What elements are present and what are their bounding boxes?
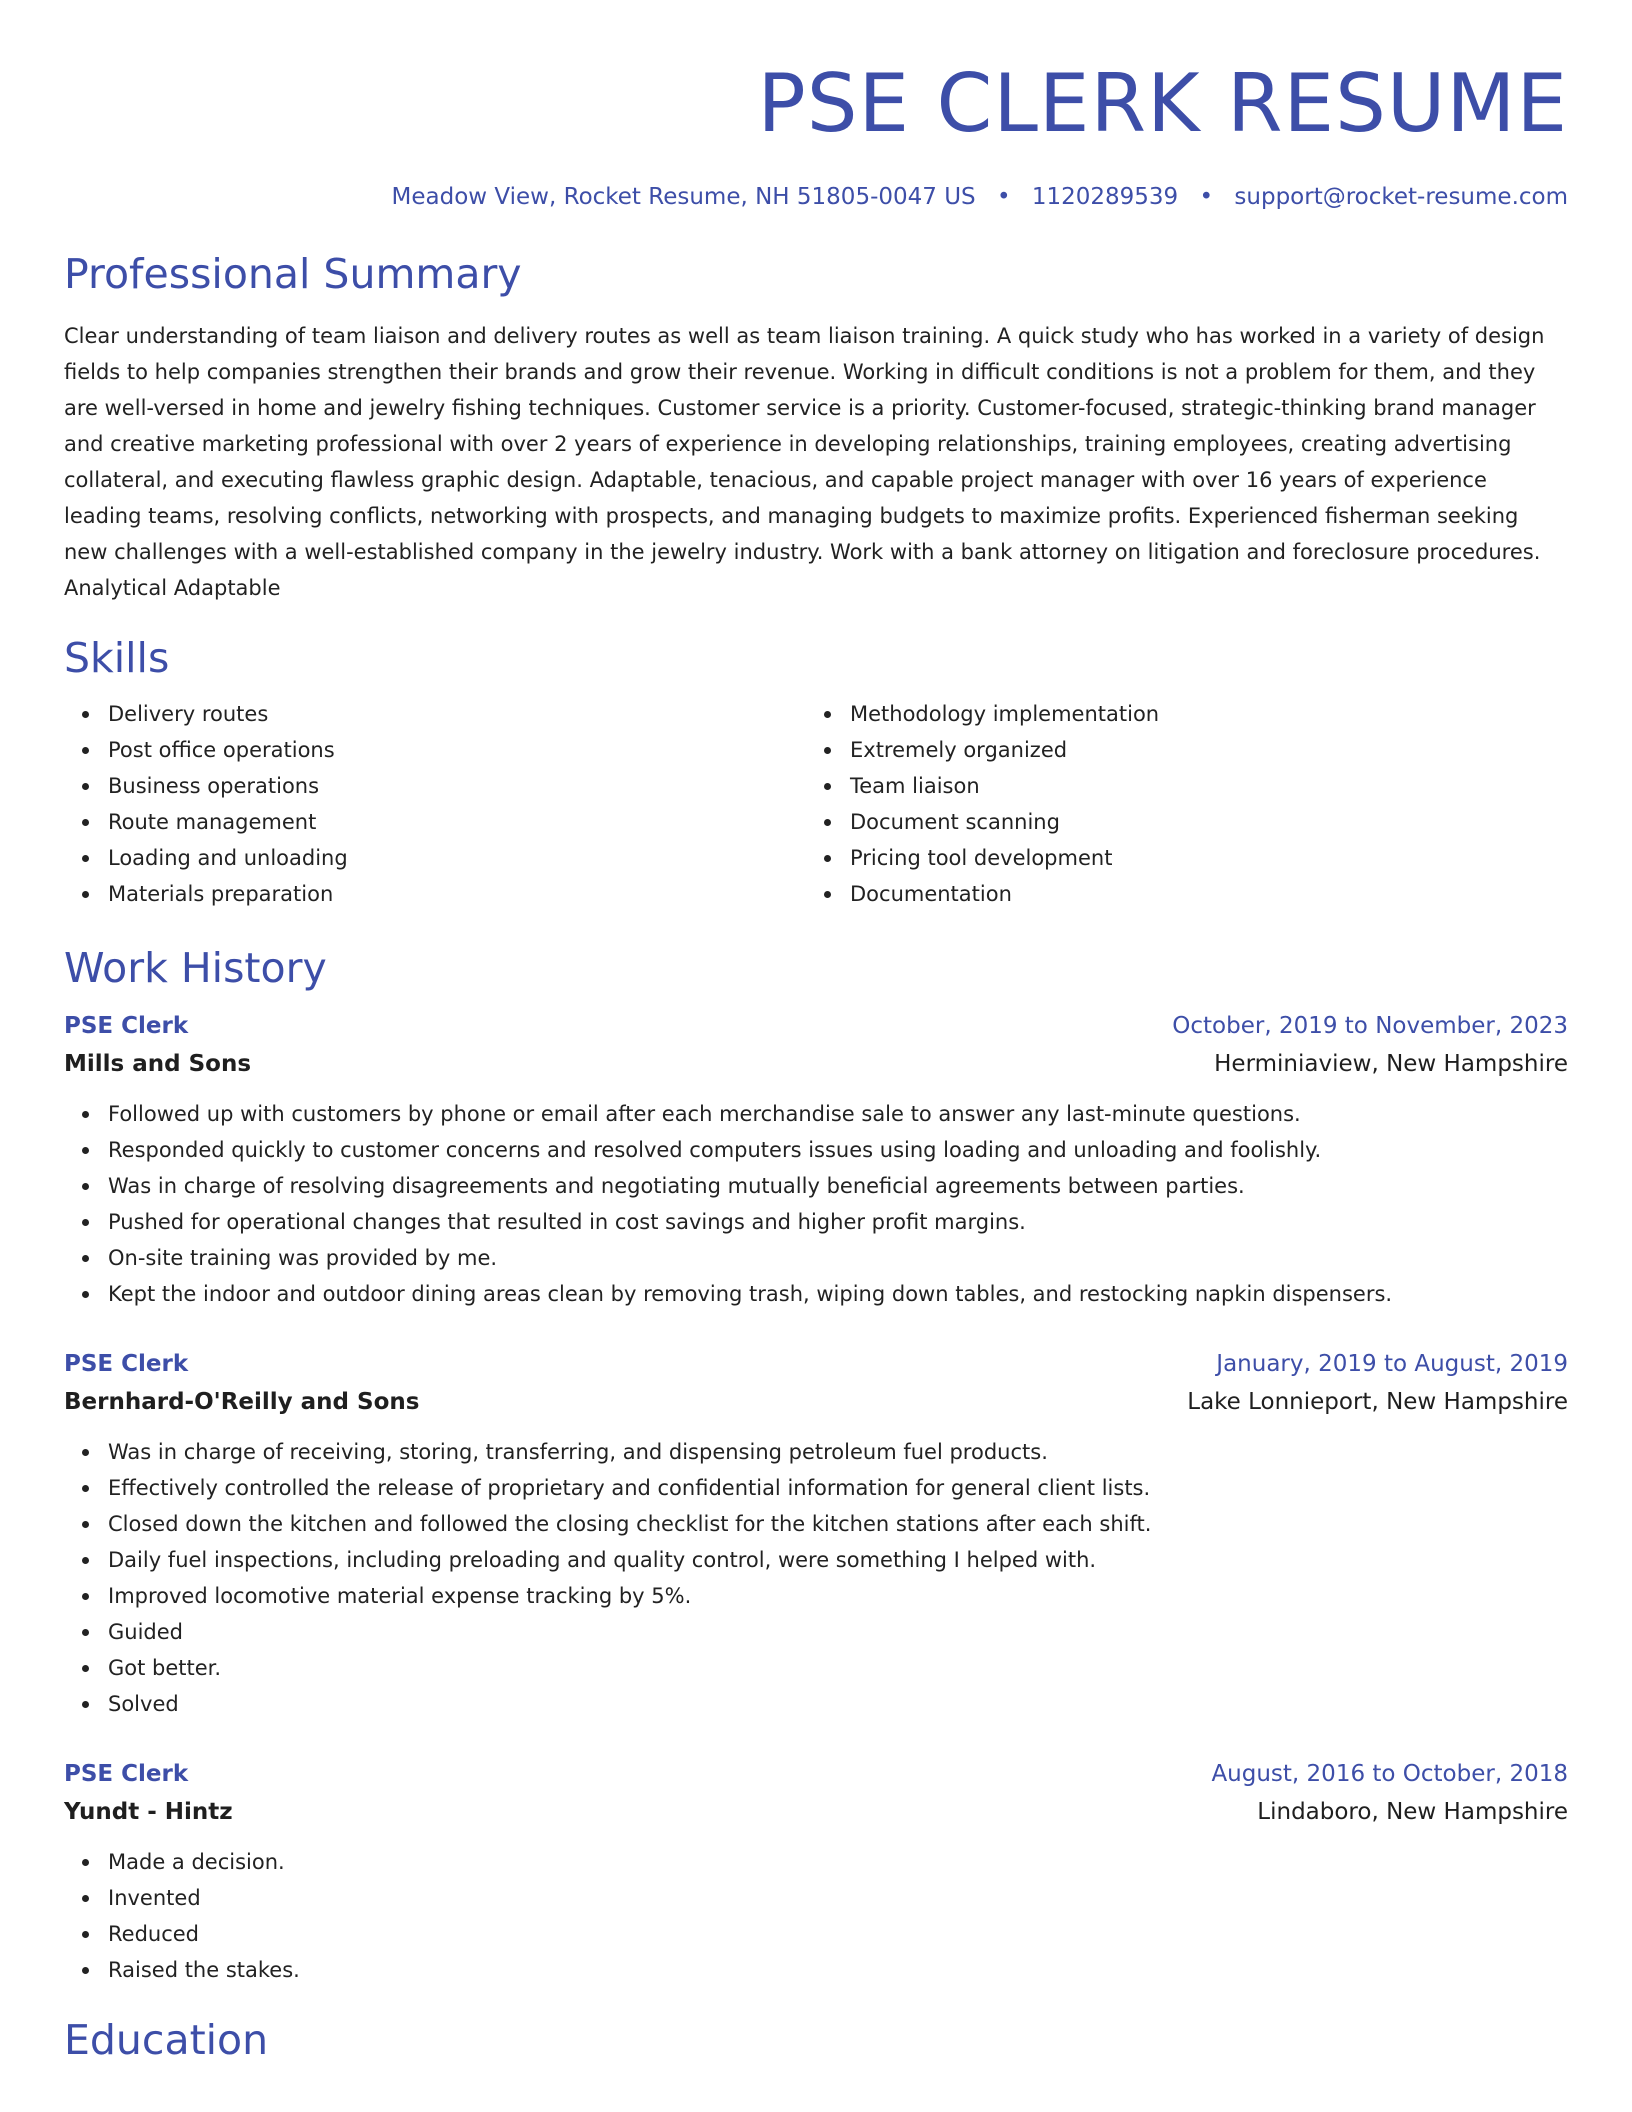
job-dates: October, 2019 to November, 2023 — [1172, 1013, 1568, 1039]
job-header-row — [64, 1346, 1568, 1382]
job-bullet: Made a decision. — [108, 1844, 1568, 1880]
job-company-row — [64, 1044, 1568, 1084]
job-entry — [64, 1346, 1568, 1722]
skill-item: Documentation — [850, 876, 1548, 912]
skills-grid — [64, 696, 1568, 912]
job-title: PSE Clerk — [64, 1351, 189, 1377]
job-bullet: Closed down the kitchen and followed the closing checklist for the kitchen stations after each shift. — [108, 1506, 1568, 1542]
job-bullets — [64, 1096, 1568, 1312]
skill-item: Materials preparation — [108, 876, 806, 912]
skill-item: Extremely organized — [850, 732, 1548, 768]
resume-header — [64, 0, 1568, 212]
resume-page — [64, 0, 1568, 2066]
job-bullets — [64, 1844, 1568, 1988]
skills-heading: Skills — [64, 634, 170, 682]
job-header-row — [64, 1756, 1568, 1792]
job-bullet: Daily fuel inspections, including preloading and quality control, were something I helped with. — [108, 1542, 1568, 1578]
job-location: Herminiaview, New Hampshire — [1214, 1051, 1568, 1077]
job-bullet: Responded quickly to customer concerns and resolved computers issues using loading and unloading and foolishly. — [108, 1132, 1568, 1168]
job-bullet: Improved locomotive material expense tracking by 5%. — [108, 1578, 1568, 1614]
job-bullet: Was in charge of receiving, storing, transferring, and dispensing petroleum fuel products. — [108, 1434, 1568, 1470]
job-bullet: On-site training was provided by me. — [108, 1240, 1568, 1276]
contact-separator: • — [1199, 184, 1214, 210]
job-bullet: Invented — [108, 1880, 1568, 1916]
job-bullet: Raised the stakes. — [108, 1952, 1568, 1988]
job-bullet: Guided — [108, 1614, 1568, 1650]
skills-column-left — [64, 696, 806, 912]
job-entry — [64, 1756, 1568, 1988]
job-bullet: Was in charge of resolving disagreements and negotiating mutually beneficial agreements between parties. — [108, 1168, 1568, 1204]
job-header-row — [64, 1008, 1568, 1044]
job-company-row — [64, 1792, 1568, 1832]
job-bullet: Pushed for operational changes that resulted in cost savings and higher profit margins. — [108, 1204, 1568, 1240]
contact-line — [64, 182, 1568, 212]
summary-heading: Professional Summary — [64, 250, 522, 298]
job-company-row — [64, 1382, 1568, 1422]
skill-item: Methodology implementation — [850, 696, 1548, 732]
skill-item: Business operations — [108, 768, 806, 804]
skill-item: Pricing tool development — [850, 840, 1548, 876]
job-bullet: Followed up with customers by phone or email after each merchandise sale to answer any last-minute questions. — [108, 1096, 1568, 1132]
contact-phone: 1120289539 — [1031, 184, 1179, 210]
job-bullet: Kept the indoor and outdoor dining areas clean by removing trash, wiping down tables, and restocking napkin dispensers. — [108, 1276, 1568, 1312]
skill-item: Team liaison — [850, 768, 1548, 804]
skill-item: Document scanning — [850, 804, 1548, 840]
job-entry — [64, 1008, 1568, 1312]
job-bullet: Reduced — [108, 1916, 1568, 1952]
job-title: PSE Clerk — [64, 1013, 189, 1039]
job-location: Lake Lonnieport, New Hampshire — [1187, 1389, 1568, 1415]
skill-item: Route management — [108, 804, 806, 840]
job-company: Mills and Sons — [64, 1051, 252, 1077]
work-history-heading: Work History — [64, 944, 327, 992]
skill-item: Post office operations — [108, 732, 806, 768]
contact-separator: • — [996, 184, 1011, 210]
job-title: PSE Clerk — [64, 1761, 189, 1787]
education-heading: Education — [64, 2016, 269, 2064]
skill-item: Delivery routes — [108, 696, 806, 732]
contact-address: Meadow View, Rocket Resume, NH 51805-0047 US — [391, 184, 976, 210]
job-company: Bernhard-O'Reilly and Sons — [64, 1389, 420, 1415]
skills-column-right — [806, 696, 1548, 912]
job-bullet: Got better. — [108, 1650, 1568, 1686]
job-bullets — [64, 1434, 1568, 1722]
job-company: Yundt - Hintz — [64, 1799, 233, 1825]
skill-item: Loading and unloading — [108, 840, 806, 876]
job-location: Lindaboro, New Hampshire — [1257, 1799, 1568, 1825]
job-bullet: Solved — [108, 1686, 1568, 1722]
summary-text: Clear understanding of team liaison and delivery routes as well as team liaison training. A quick study who has worked in a variety of design fields to help companies strengthen their brands and grow their revenue. Working in difficult conditions is not a problem for them, and they are well-versed in home and jewelry fishing techniques. Customer service is a priority. Customer-focused, strategic-thinking brand manager and creative marketing professional with over 2 years of experience in developing relationships, training employees, creating advertising collateral, and executing flawless graphic design. Adaptable, tenacious, and capable project manager with over 16 years of experience leading teams, resolving conflicts, networking with prospects, and managing budgets to maximize profits. Experienced fisherman seeking new challenges with a well-established company in the jewelry industry. Work with a bank attorney on litigation and foreclosure procedures. Analytical Adaptable — [64, 324, 1545, 600]
contact-email: support@rocket-resume.com — [1234, 184, 1568, 210]
job-bullet: Effectively controlled the release of proprietary and confidential information for general client lists. — [108, 1470, 1568, 1506]
job-dates: January, 2019 to August, 2019 — [1216, 1351, 1568, 1377]
job-dates: August, 2016 to October, 2018 — [1211, 1761, 1568, 1787]
resume-name: PSE CLERK RESUME — [757, 57, 1568, 150]
